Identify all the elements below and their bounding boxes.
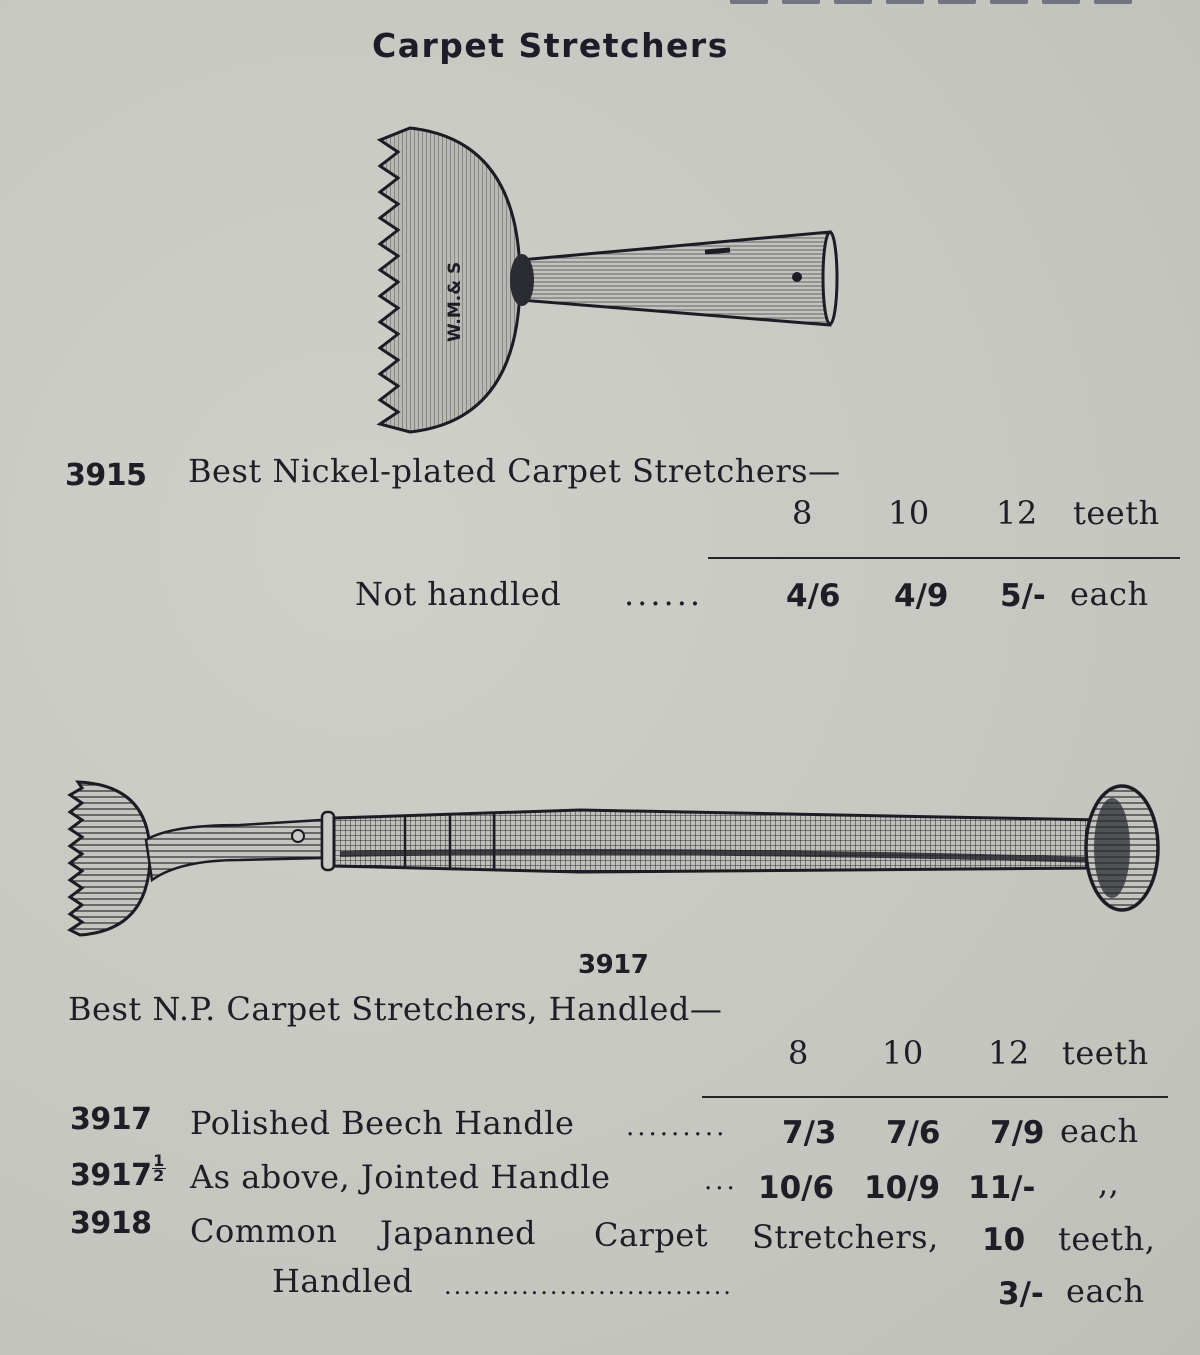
row-word: Japanned	[380, 1214, 537, 1252]
column-header-10: 10	[882, 1034, 924, 1072]
row-item-number: 3917 $\frac{1}{2}$	[70, 1151, 164, 1193]
item-description: Best Nickel-plated Carpet Stretchers—	[188, 452, 841, 490]
dot-leader: ...	[704, 1166, 738, 1196]
row-label: Polished Beech Handle	[190, 1104, 575, 1142]
dot-leader: .........	[626, 1112, 728, 1142]
row-item-number: 3918	[70, 1206, 152, 1241]
dot-leader: ......	[624, 575, 704, 613]
row-item-number: 3917	[70, 1102, 152, 1137]
price-12-teeth: 5/-	[1000, 578, 1046, 614]
price-10-teeth: 4/9	[894, 578, 949, 614]
price-8-teeth: 4/6	[786, 578, 841, 614]
price-unit: each	[1066, 1272, 1145, 1310]
item-description: Best N.P. Carpet Stretchers, Handled—	[68, 990, 723, 1028]
table-rule	[702, 1096, 1168, 1098]
price-unit: each	[1060, 1112, 1139, 1150]
row-label: As above, Jointed Handle	[190, 1158, 611, 1196]
row-label: Handled	[272, 1262, 414, 1300]
price-unit: each	[1070, 575, 1149, 613]
teeth-count: 10	[982, 1222, 1026, 1258]
table-rule	[708, 557, 1180, 559]
handled-carpet-stretcher-illustration	[60, 770, 1170, 950]
price-8-teeth: 7/3	[782, 1115, 837, 1151]
page-title: Carpet Stretchers	[372, 26, 729, 65]
row-word: Stretchers,	[752, 1218, 939, 1256]
row-word: Common	[190, 1212, 338, 1250]
row-word: Carpet	[594, 1216, 709, 1254]
figure-caption-number: 3917	[578, 950, 649, 980]
row-word: teeth,	[1058, 1220, 1156, 1258]
row-label: Not handled	[355, 575, 562, 613]
column-header-teeth: teeth	[1062, 1034, 1149, 1072]
column-header-12: 12	[988, 1034, 1030, 1072]
price: 3/-	[998, 1276, 1044, 1312]
column-header-10: 10	[888, 494, 930, 532]
price-12-teeth: 11/-	[968, 1170, 1036, 1206]
dot-leader: ..............................	[444, 1272, 733, 1300]
price-10-teeth: 7/6	[886, 1115, 941, 1151]
carpet-stretcher-illustration	[370, 120, 850, 450]
column-header-8: 8	[788, 1034, 809, 1072]
column-header-8: 8	[792, 494, 813, 532]
price-10-teeth: 10/9	[864, 1170, 941, 1206]
item-number: 3915	[65, 458, 147, 493]
ditto-mark: ,,	[1098, 1164, 1120, 1202]
price-8-teeth: 10/6	[758, 1170, 835, 1206]
column-header-12: 12	[996, 494, 1038, 532]
column-header-teeth: teeth	[1073, 494, 1160, 532]
fraction-half: $\frac{1}{2}$	[153, 1151, 164, 1185]
cropped-previous-heading	[730, 0, 1200, 4]
price-12-teeth: 7/9	[990, 1115, 1045, 1151]
maker-mark: W.M.& S	[445, 261, 465, 342]
